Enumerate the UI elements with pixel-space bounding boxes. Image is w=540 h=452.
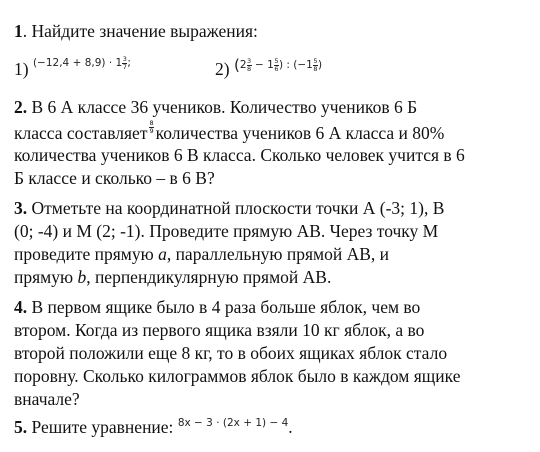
task2-line1: 2. В 6 А классе 36 учеников. Количество учеников 6 Б: [14, 97, 418, 117]
task2-fraction: $\frac{8}{9}$: [149, 119, 154, 135]
task4-line1: 4. В первом ящике было в 4 раза больше яблок, чем во: [14, 297, 421, 317]
task4-line4: поровну. Сколько килограммов яблок было в каждом ящике: [14, 366, 461, 386]
task1-ex1-expression: (−12,4 + 8,9) · 1 3 7 ;: [32, 54, 131, 71]
task1-ex2-label: 2): [215, 59, 230, 79]
task1-ex1-fraction: $\frac{3}{7}$: [122, 54, 127, 71]
task5-number: 5.: [14, 417, 28, 437]
task4-line3: второй положили еще 8 кг, то в обоих ящиках яблок стало: [14, 343, 448, 363]
task3-line2: (0; -4) и М (2; -1). Проведите прямую АВ. Через точку М: [14, 221, 439, 241]
task5-equation: 8x − 3 · (2x + 1) − 4: [177, 417, 289, 429]
task1-ex2-expression: (2 3 8 − 1 5 6 ) : (−1 5 8 ): [233, 56, 323, 74]
line-a-variable: a: [158, 244, 167, 264]
task1-example2: [215, 58, 322, 83]
task4-line2: втором. Когда из первого ящика взяли 10 кг яблок, а во: [14, 320, 425, 340]
task1-heading: [14, 20, 258, 42]
task2-number: 2.: [14, 97, 28, 117]
task1-ex1-label: 1): [14, 59, 29, 79]
task3-line1: 3. Отметьте на координатной плоскости точки А (-3; 1), В: [14, 198, 445, 218]
line-b-variable: b: [77, 267, 87, 287]
task3-line3: проведите прямую a, параллельную прямой АВ, и: [14, 244, 390, 264]
task4-line5: вначале?: [14, 389, 80, 409]
task2-line4: Б классе и сколько – в 6 В?: [14, 168, 215, 188]
task2-line3: количества учеников 6 В класса. Сколько человек учится в 6: [14, 145, 465, 165]
task1-examples: [14, 54, 131, 83]
task1-number: 1: [14, 21, 23, 41]
task3-line4: прямую b, перпендикулярную прямой АВ.: [14, 267, 332, 287]
task3-number: 3.: [14, 198, 28, 218]
task5-line: 5. Решите уравнение: $^{8x - 3 \cdot (2x + 1) - 4}$.: [14, 417, 293, 437]
task4-number: 4.: [14, 297, 28, 317]
task1-title: . Найдите значение выражения:: [22, 21, 258, 41]
task2-line2: класса составляет $\frac{8}{9}$ количества учеников 6 А класса и 80%: [14, 119, 445, 143]
